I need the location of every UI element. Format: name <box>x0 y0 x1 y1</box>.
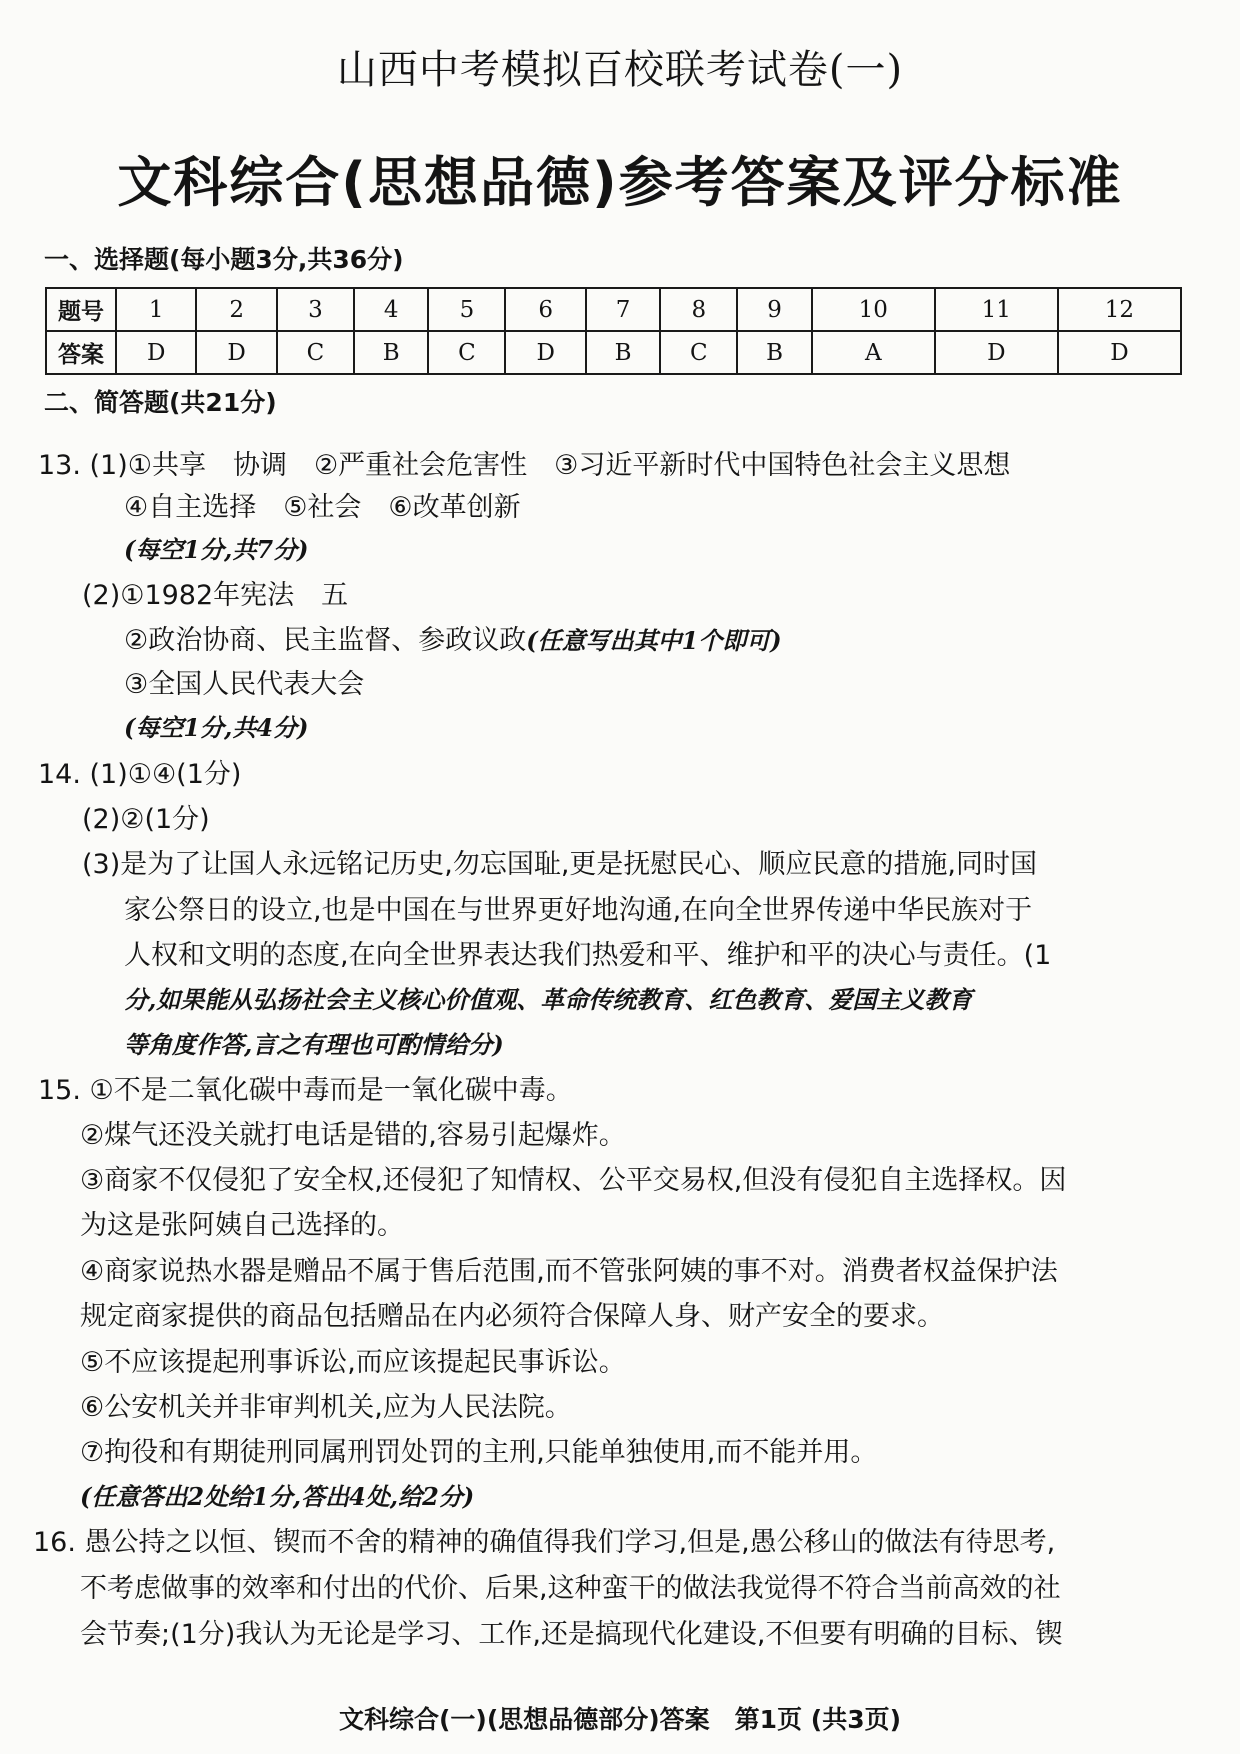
q13-line-1: 13. (1)①共享 协调 ②严重社会危害性 ③习近平新时代中国特色社会主义思想 <box>38 450 1011 481</box>
q14-line-3: (3)是为了让国人永远铭记历史,勿忘国耻,更是抚慰民心、顺应民意的措施,同时国 <box>82 849 1037 880</box>
answer-cell: B <box>737 331 811 374</box>
q13-line-4-main: ②政治协商、民主监督、参政议政 <box>124 625 527 656</box>
question-number-cell: 8 <box>660 288 737 331</box>
row-label-answer: 答案 <box>46 331 116 374</box>
q14-line-1: 14. (1)①④(1分) <box>38 759 242 790</box>
question-number-cell: 4 <box>354 288 428 331</box>
table-row-numbers <box>46 288 1181 331</box>
answer-cell: B <box>586 331 660 374</box>
question-number-cell: 9 <box>737 288 811 331</box>
q16-line-1: 16. 愚公持之以恒、锲而不舍的精神的确值得我们学习,但是,愚公移山的做法有待思考, <box>33 1527 1056 1558</box>
q15-line-1: 15. ①不是二氧化碳中毒而是一氧化碳中毒。 <box>38 1075 573 1106</box>
answer-cell: B <box>354 331 428 374</box>
q15-line-2: ②煤气还没关就打电话是错的,容易引起爆炸。 <box>80 1120 626 1151</box>
q15-line-5: ④商家说热水器是赠品不属于售后范围,而不管张阿姨的事不对。消费者权益保护法 <box>80 1256 1058 1287</box>
q15-line-6: 规定商家提供的商品包括赠品在内必须符合保障人身、财产安全的要求。 <box>80 1301 944 1332</box>
question-number-cell: 7 <box>586 288 660 331</box>
answer-cell: D <box>116 331 196 374</box>
q16-line-3: 会节奏;(1分)我认为无论是学习、工作,还是搞现代化建设,不但要有明确的目标、锲 <box>80 1619 1063 1650</box>
question-number-cell: 3 <box>277 288 354 331</box>
page-title: 文科综合(思想品德)参考答案及评分标准 <box>117 151 1123 214</box>
answer-cell: C <box>660 331 737 374</box>
question-number-cell: 5 <box>428 288 505 331</box>
q13-line-4 <box>124 618 782 657</box>
section-heading-short-answer: 二、简答题(共21分) <box>44 388 277 417</box>
question-number-cell: 1 <box>116 288 196 331</box>
exam-subtitle: 山西中考模拟百校联考试卷(一) <box>336 47 904 93</box>
q13-line-3: (2)①1982年宪法 五 <box>82 580 349 611</box>
q16-line-2: 不考虑做事的效率和付出的代价、后果,这种蛮干的做法我觉得不符合当前高效的社 <box>80 1573 1061 1604</box>
answer-cell: D <box>196 331 276 374</box>
q13-scoring-note-2: (每空1分,共4分) <box>124 713 309 742</box>
q13-line-4-note: (任意写出其中1个即可) <box>526 626 782 655</box>
q14-scoring-note-2: 等角度作答,言之有理也可酌情给分) <box>124 1030 504 1059</box>
answer-table <box>45 287 1182 375</box>
q15-line-3: ③商家不仅侵犯了安全权,还侵犯了知情权、公平交易权,但没有侵犯自主选择权。因 <box>80 1165 1067 1196</box>
question-number-cell: 12 <box>1058 288 1181 331</box>
q15-line-4: 为这是张阿姨自己选择的。 <box>80 1210 404 1241</box>
q14-scoring-note-1: 分,如果能从弘扬社会主义核心价值观、革命传统教育、红色教育、爱国主义教育 <box>124 985 973 1014</box>
answer-cell: D <box>1058 331 1181 374</box>
q14-line-2: (2)②(1分) <box>82 804 210 835</box>
row-label-number: 题号 <box>46 288 116 331</box>
answer-cell: C <box>277 331 354 374</box>
q15-line-9: ⑦拘役和有期徒刑同属刑罚处罚的主刑,只能单独使用,而不能并用。 <box>80 1437 878 1468</box>
q13-line-2: ④自主选择 ⑤社会 ⑥改革创新 <box>124 492 521 523</box>
answer-cell: C <box>428 331 505 374</box>
q13-line-5: ③全国人民代表大会 <box>124 669 365 700</box>
table-row-answers <box>46 331 1181 374</box>
q14-line-4: 家公祭日的设立,也是中国在与世界更好地沟通,在向全世界传递中华民族对于 <box>124 895 1033 926</box>
q14-line-5: 人权和文明的态度,在向全世界表达我们热爱和平、维护和平的决心与责任。(1 <box>124 940 1052 971</box>
q13-scoring-note-1: (每空1分,共7分) <box>124 535 309 564</box>
section-heading-choice: 一、选择题(每小题3分,共36分) <box>44 245 404 274</box>
question-number-cell: 6 <box>505 288 585 331</box>
question-number-cell: 11 <box>935 288 1058 331</box>
q15-line-7: ⑤不应该提起刑事诉讼,而应该提起民事诉讼。 <box>80 1347 626 1378</box>
question-number-cell: 2 <box>196 288 276 331</box>
answer-cell: A <box>812 331 935 374</box>
page-footer: 文科综合(一)(思想品德部分)答案 第1页 (共3页) <box>338 1705 902 1734</box>
q15-scoring-note: (任意答出2处给1分,答出4处,给2分) <box>80 1482 475 1511</box>
answer-cell: D <box>935 331 1058 374</box>
q15-line-8: ⑥公安机关并非审判机关,应为人民法院。 <box>80 1392 572 1423</box>
answer-cell: D <box>505 331 585 374</box>
question-number-cell: 10 <box>812 288 935 331</box>
